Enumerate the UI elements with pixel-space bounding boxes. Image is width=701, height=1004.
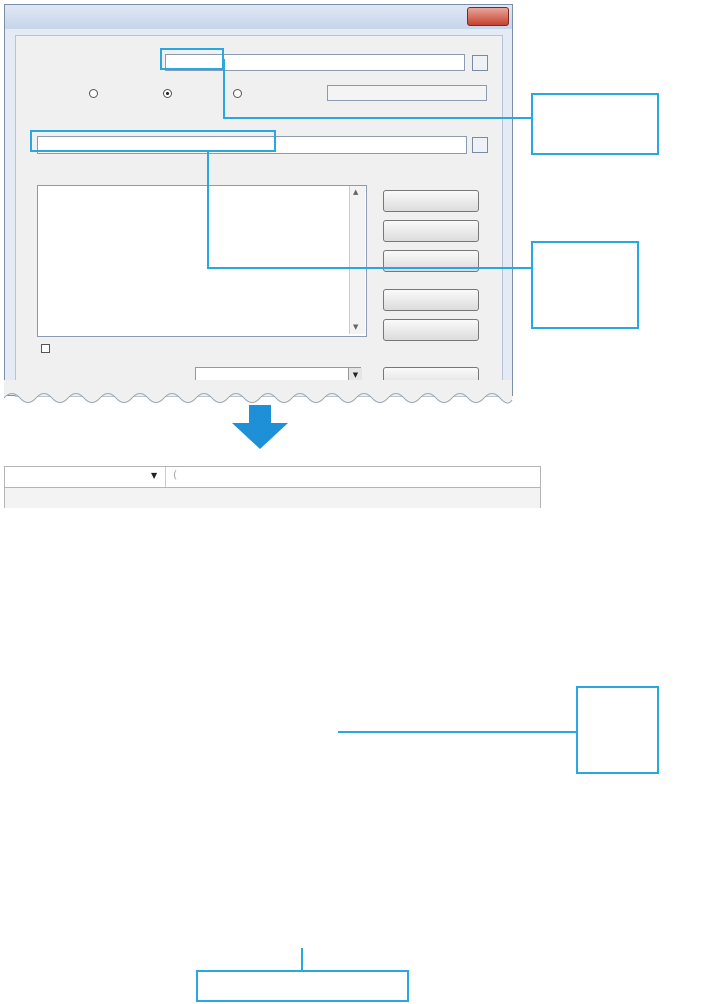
toolbar-gap <box>4 488 541 508</box>
callout-weights-cell <box>531 241 639 329</box>
scroll-up-icon[interactable]: ▲ <box>353 188 359 196</box>
name-box-chevron-down-icon[interactable]: ▼ <box>151 471 158 480</box>
cancel-formula-icon[interactable]: ( <box>173 468 178 481</box>
scroll-down-icon[interactable]: ▼ <box>353 323 359 331</box>
chevron-down-icon[interactable]: ▼ <box>348 368 362 382</box>
callout-cost-cell <box>531 93 659 155</box>
callout-solver-calc <box>576 686 659 774</box>
down-arrow-icon <box>232 405 288 449</box>
callout-cost-result <box>196 970 409 1002</box>
name-box[interactable] <box>5 467 166 487</box>
formula-bar <box>4 466 541 488</box>
